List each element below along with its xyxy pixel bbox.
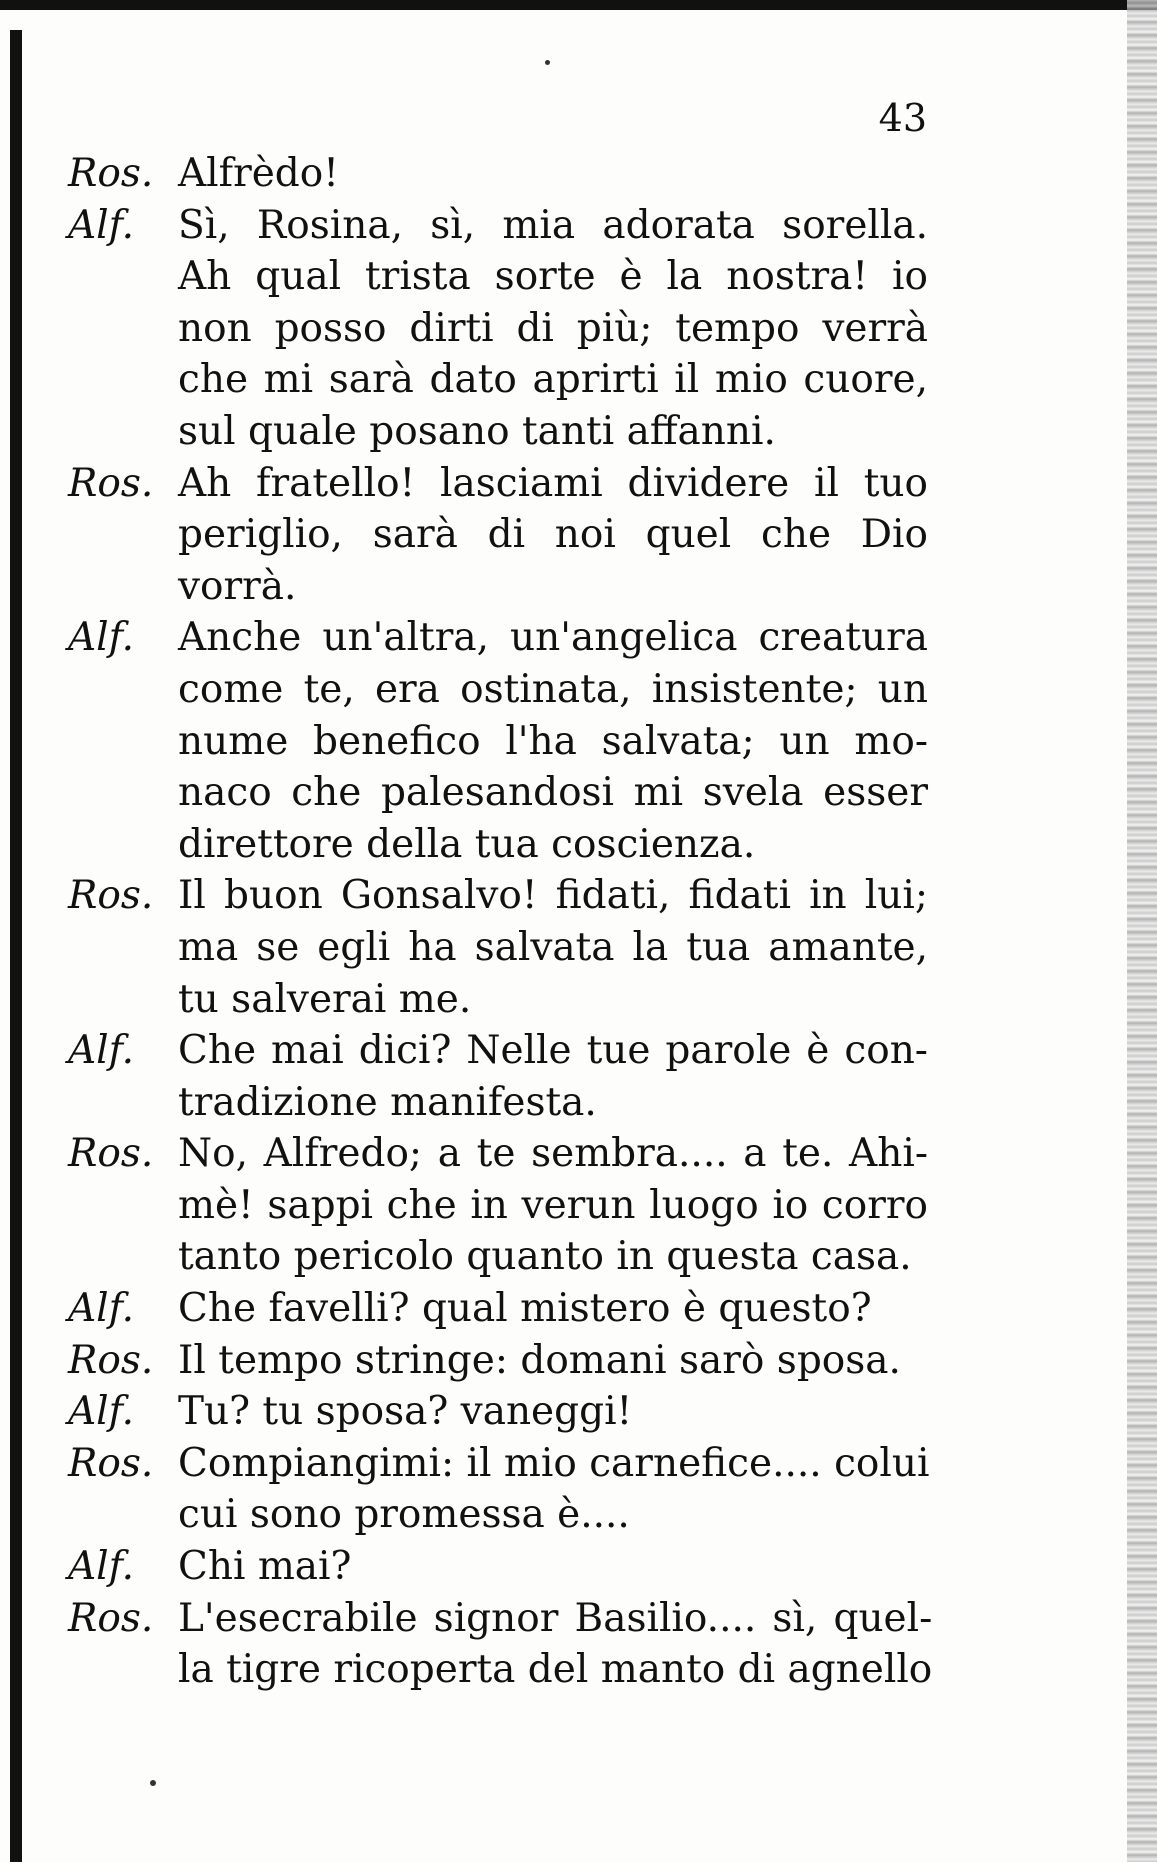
text-line: No, Alfredo; a te sembra.... a te. Ahi- (178, 1131, 928, 1177)
text-line: tu salverai me. (178, 976, 472, 1022)
speech-block (68, 1386, 928, 1438)
text-line: Che favelli? qual mistero è questo? (178, 1286, 872, 1332)
speech-text (178, 1283, 928, 1335)
speaker-name: Ros. (68, 1440, 154, 1486)
speaker-name: Alf. (68, 1544, 135, 1590)
speaker-name: Alf. (68, 1286, 135, 1332)
speech-text (178, 200, 928, 458)
speaker-name: Ros. (68, 1337, 154, 1383)
speech-block (68, 1283, 928, 1335)
text-line: tradizione manifesta. (178, 1079, 597, 1125)
text-line: come te, era ostinata, insistente; un (178, 666, 928, 712)
text-line: Chi mai? (178, 1544, 352, 1590)
speech-text (178, 1128, 928, 1283)
left-border (10, 30, 22, 1862)
speech-block (68, 200, 928, 458)
speech-block (68, 148, 928, 200)
text-line: non posso dirti di più; tempo verrà (178, 305, 928, 351)
speech-block (68, 870, 928, 1025)
text-line: vorrà. (178, 563, 297, 609)
text-line: Che mai dici? Nelle tue parole è con- (178, 1028, 928, 1074)
speaker-name: Ros. (68, 873, 154, 919)
speck (150, 1780, 156, 1786)
text-line: naco che palesandosi mi svela esser (178, 770, 928, 816)
speaker-name: Ros. (68, 151, 154, 196)
text-line: che mi sarà dato aprirti il mio cuore, (178, 357, 928, 403)
speech-text (178, 1438, 929, 1541)
speech-text (178, 612, 928, 870)
text-line: Il tempo stringe: domani sarò sposa. (178, 1337, 901, 1383)
speaker-name: Alf. (68, 1389, 135, 1435)
speech-block (68, 1438, 928, 1541)
speech-text (178, 1541, 928, 1593)
speech-text (178, 1386, 928, 1438)
speck (545, 60, 550, 65)
speech-block (68, 1541, 928, 1593)
text-line: Ah qual trista sorte è la nostra! io (178, 254, 928, 300)
text-line: periglio, sarà di noi quel che Dio (178, 512, 928, 558)
text-line: Tu? tu sposa? vaneggi! (178, 1389, 633, 1435)
dialogue-text (68, 148, 933, 1696)
page-edge (1127, 0, 1157, 1862)
speaker-name: Alf. (68, 1028, 135, 1074)
speech-block (68, 1593, 933, 1696)
speech-block (68, 1025, 928, 1128)
text-line: cui sono promessa è.... (178, 1492, 630, 1538)
speech-block (68, 1128, 928, 1283)
speech-text (178, 1025, 928, 1128)
text-line: sul quale posano tanti affanni. (178, 408, 776, 454)
speaker-name: Alf. (68, 202, 135, 248)
speech-text (178, 1335, 928, 1387)
speaker-name: Ros. (68, 1595, 154, 1641)
speech-text (178, 1593, 932, 1696)
speech-block (68, 612, 928, 870)
speech-text (178, 148, 928, 200)
text-line: nume benefico l'ha salvata; un mo- (178, 718, 928, 764)
page-number: 43 (878, 96, 927, 140)
speaker-name: Ros. (68, 460, 154, 506)
text-line: mè! sappi che in verun luogo io corro (178, 1182, 928, 1228)
speech-text (178, 458, 928, 613)
text-line: direttore della tua coscienza. (178, 821, 756, 867)
text-line: Il buon Gonsalvo! fidati, fidati in lui; (178, 873, 928, 919)
text-line: L'esecrabile signor Basilio.... sì, quel- (178, 1595, 933, 1641)
text-line: Compiangimi: il mio carnefice.... colui (178, 1440, 930, 1486)
speaker-name: Ros. (68, 1131, 154, 1177)
speech-text (178, 870, 928, 1025)
speech-block (68, 458, 928, 613)
text-line: tanto pericolo quanto in questa casa. (178, 1234, 912, 1280)
speech-block (68, 1335, 928, 1387)
text-line: Anche un'altra, un'angelica creatura (178, 615, 928, 661)
text-line: Sì, Rosina, sì, mia adorata sorella. (178, 202, 928, 248)
text-line: la tigre ricoperta del manto di agnello (178, 1647, 933, 1693)
text-line: Ah fratello! lasciami dividere il tuo (178, 460, 928, 506)
speaker-name: Alf. (68, 615, 135, 661)
top-border (0, 0, 1157, 10)
text-line: ma se egli ha salvata la tua amante, (178, 924, 928, 970)
text-line: Alfrèdo! (178, 151, 339, 196)
